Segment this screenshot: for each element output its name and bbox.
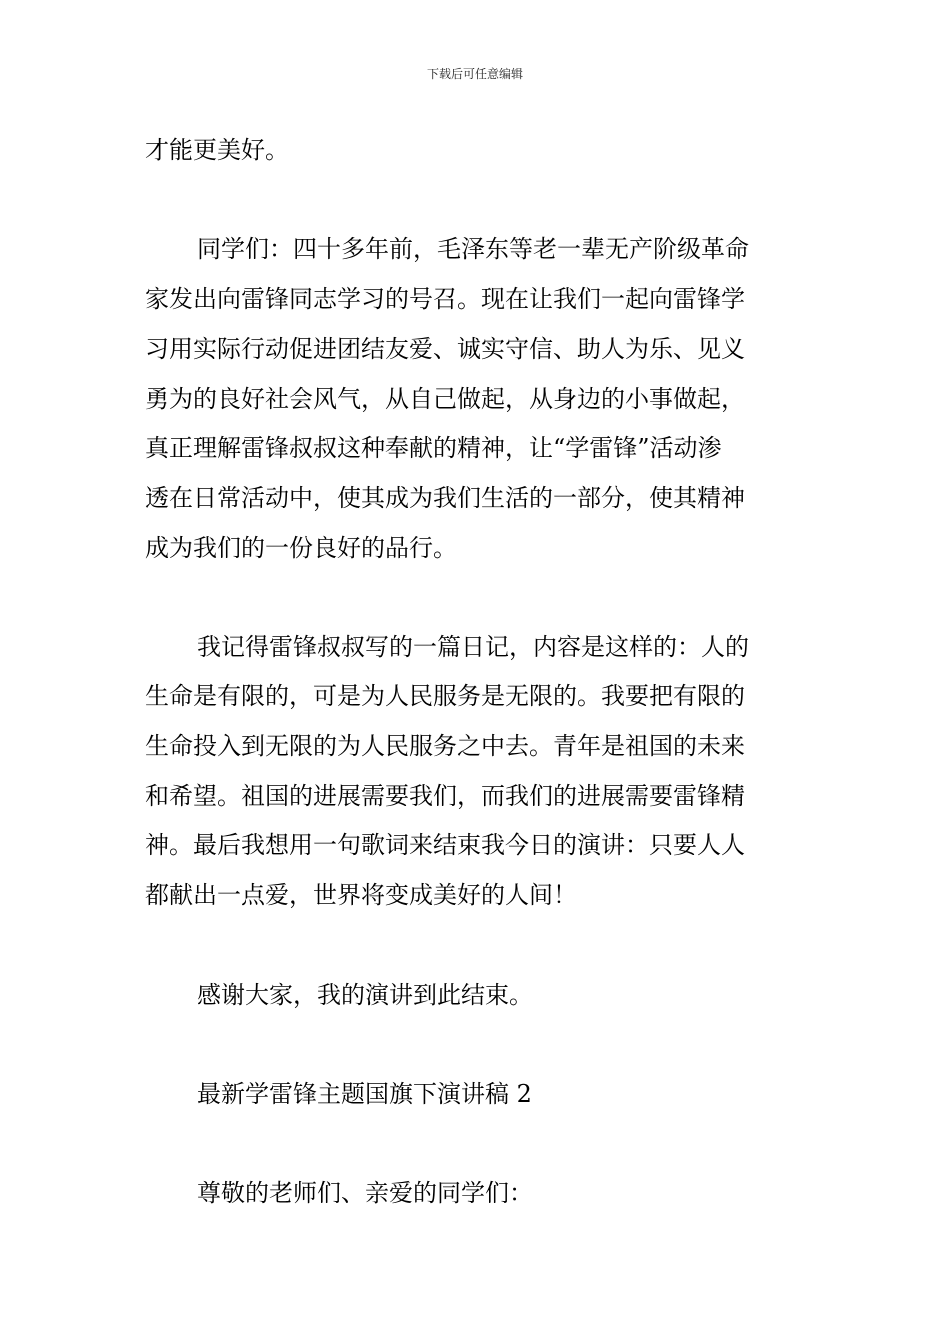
text-line: 神。最后我想用一句歌词来结束我今日的演讲：只要人人	[145, 831, 745, 859]
paragraph-first-line: 我记得雷锋叔叔写的一篇日记，内容是这样的：人的	[197, 633, 749, 661]
text-line: 才能更美好。	[145, 136, 289, 164]
text-line: 都献出一点爱，世界将变成美好的人间！	[145, 881, 577, 909]
text-line: 透在日常活动中，使其成为我们生活的一部分，使其精神	[145, 484, 745, 512]
section-title: 最新学雷锋主题国旗下演讲稿 2	[197, 1080, 532, 1108]
text-line: 生命是有限的，可是为人民服务是无限的。我要把有限的	[145, 682, 745, 710]
text-line: 习用实际行动促进团结友爱、诚实守信、助人为乐、见义	[145, 335, 745, 363]
text-line: 成为我们的一份良好的品行。	[145, 534, 457, 562]
paragraph-first-line: 感谢大家，我的演讲到此结束。	[197, 981, 533, 1009]
text-line: 家发出向雷锋同志学习的号召。现在让我们一起向雷锋学	[145, 285, 745, 313]
text-line: 生命投入到无限的为人民服务之中去。青年是祖国的未来	[145, 732, 745, 760]
text-line: 和希望。祖国的进展需要我们，而我们的进展需要雷锋精	[145, 782, 745, 810]
text-line: 勇为的良好社会风气，从自己做起，从身边的小事做起，	[145, 385, 745, 413]
paragraph-first-line: 同学们：四十多年前，毛泽东等老一辈无产阶级革命	[197, 235, 749, 263]
page-header: 下载后可任意编辑	[426, 67, 523, 81]
salutation: 尊敬的老师们、亲爱的同学们：	[197, 1179, 533, 1207]
text-line: 真正理解雷锋叔叔这种奉献的精神，让“学雷锋”活动渗	[145, 434, 722, 462]
